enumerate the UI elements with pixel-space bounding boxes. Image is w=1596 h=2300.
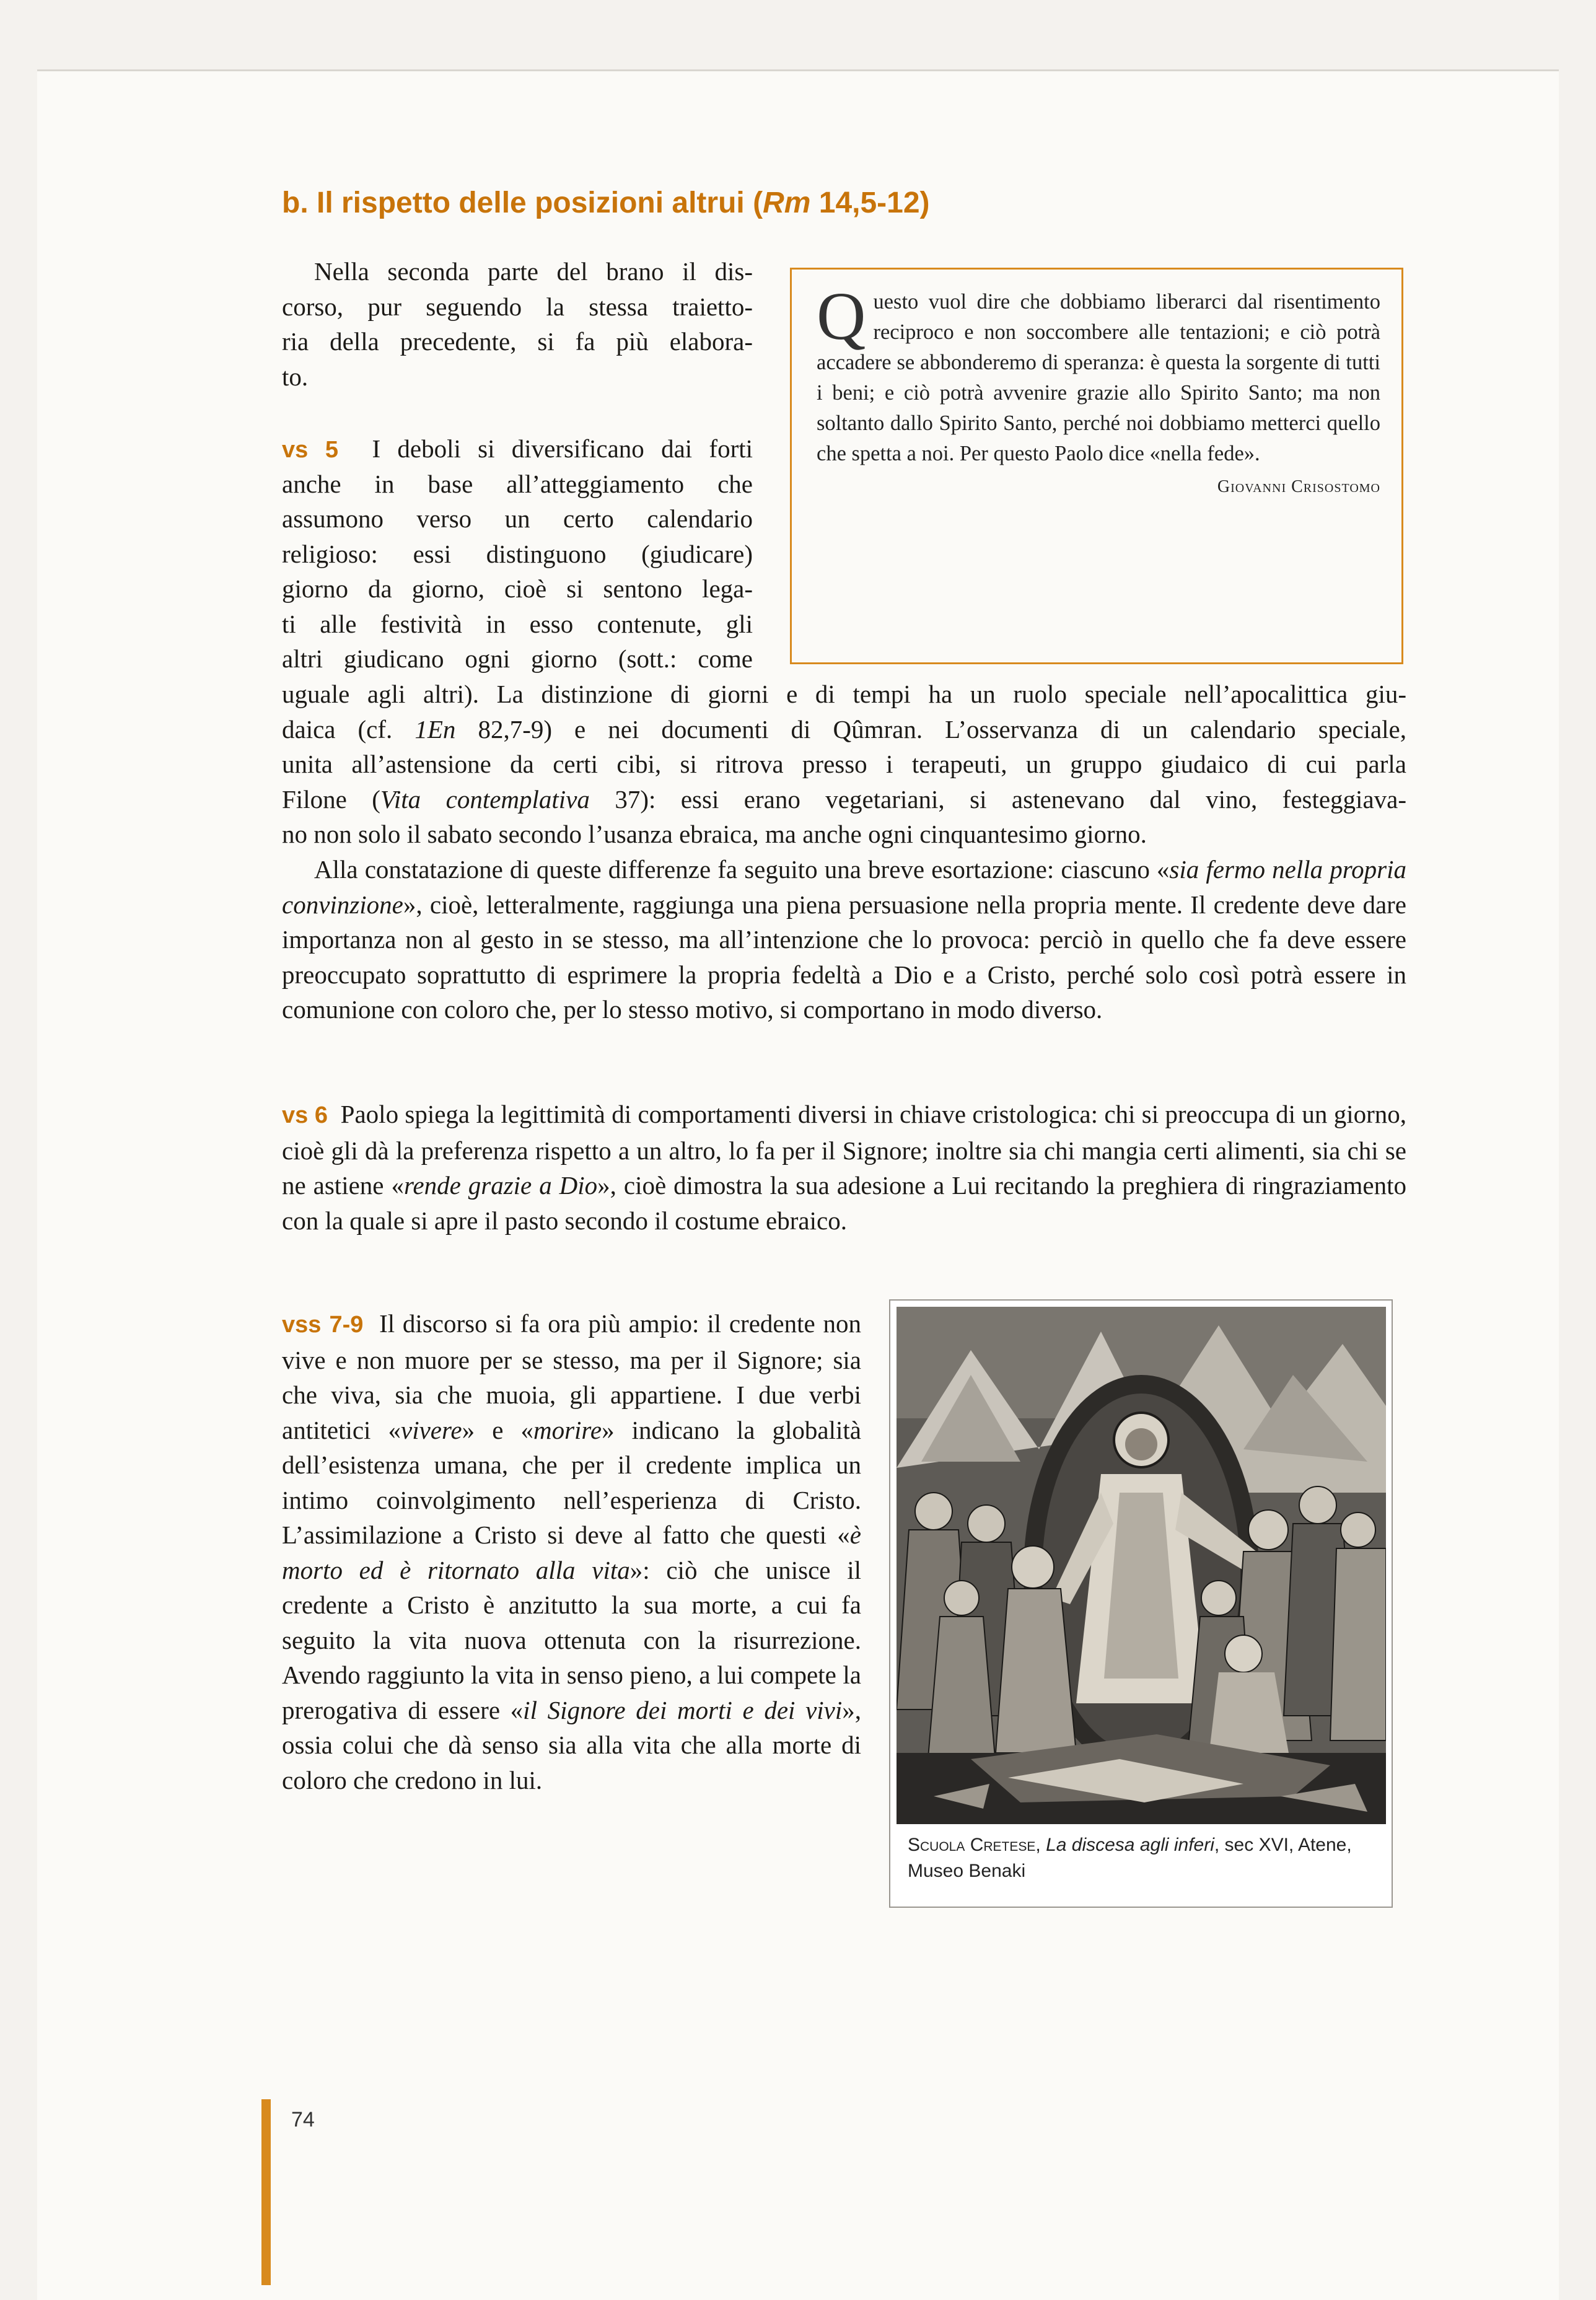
vs5-wide-line-4 [282,782,1406,817]
intro-line-4: to. [282,362,309,391]
caption-title: La discesa agli inferi [1046,1835,1214,1855]
vss79-t5: », ossia colui che dà senso sia alla vita che alla morte di coloro che credono in lui. [282,1695,861,1794]
vs5-wide-line-2 [282,712,1406,747]
vs5-cf: daica (cf. [282,714,415,744]
quote-text: uesto vuol dire che dobbiamo liberarci dal risentimento reciproco e non soccombere alle tentazioni; e ciò potrà accadere se abbonderemo di speranza: è questa la sorgente di tutti i beni; e ciò potrà avvenire grazie allo Spirito Santo; ma non soltanto dallo Spirito Santo, perché noi dobbiamo metterci quello che spetta a noi. Per questo Paolo dice «nella fede». [817,290,1380,465]
caption-rest: , sec XVI, Atene, Museo Benaki [908,1835,1352,1881]
quote-dropcap: Q [817,278,866,354]
intro-line-2: corso, pur seguendo la stessa traietto- [282,292,753,321]
vs6-italic: rende grazie a Dio [403,1171,598,1200]
vs5-paragraph-2 [282,852,1406,1027]
para2-a: Alla constatazione di queste differenze fa seguito una breve esortazione: ciascuno « [314,855,1170,884]
vs5-line-2: anche in base all’atteggiamento che [282,469,753,498]
para2-b: », cioè, letteralmente, raggiunga una piena persuasione nella propria mente. Il credente deve dare importanza non al gesto in se stesso, ma all’intenzione che lo provoca: perciò in quello che fa deve essere preoccupato soprattutto di esprimere la propria fedeltà a Dio e a Cristo, perché solo così potrà essere in comunione con coloro che, per lo stesso motivo, si comportano in modo diverso. [282,890,1406,1024]
vs5-wide [282,677,1406,852]
vss79-i3: è morto ed è ritornato alla vita [282,1521,861,1584]
vs5-wide-line-5: no non solo il sabato secondo l’usanza ebraica, ma anche ogni cinquantesimo giorno. [282,820,1147,848]
vs5-label: vs 5 [282,437,338,463]
quote-author: Giovanni Crisostomo [1217,477,1380,496]
icon-painting [897,1307,1386,1824]
section-title [282,186,930,220]
vss79-i2: morire [533,1415,602,1444]
vs5-filone: Filone ( [282,784,380,814]
vss79-t4: »: ciò che unisce il credente a Cristo è anzitutto la sua morte, a cui fa seguito la vita nuova ottenuta con la risurrezione. Avendo raggiunto la vita in senso pieno, a lui compete la prerogativa di essere « [282,1555,861,1724]
vss79-paragraph [282,1306,861,1797]
vss79-i1: vivere [401,1415,462,1444]
vss79-t3: » indicano la globalità dell’esistenza umana, che per il credente implica un intimo coinvolgimento nell’esperienza di Cristo. L’assimilazione a Cristo si deve al fatto che questi « [282,1415,861,1549]
caption-school: Scuola Cretese [908,1835,1036,1855]
quote-box [790,268,1403,664]
vs5-line-4: religioso: essi distinguono (giudicare) [282,539,753,568]
vs5-wide-line-1: uguale agli altri). La distinzione di giorni e di tempi ha un ruolo speciale nell’apocalittica giu- [282,680,1406,708]
vs5-line-1 [282,431,753,467]
page-number: 74 [291,2108,315,2131]
title-prefix: b. Il rispetto delle posizioni altrui ( [282,187,763,219]
vs5-narrow [282,431,753,677]
top-rule [37,69,1559,71]
intro-paragraph [282,254,753,394]
para2-italic: sia fermo nella propria convinzione [282,855,1406,919]
intro-line-3: ria della precedente, si fa più elabora- [282,327,753,356]
vss79-i4: il Signore dei morti e dei vivi [523,1695,843,1724]
vs5-wide-line-3: unita all’astensione da certi cibi, si ritrova presso i terapeuti, un gruppo giudaico di cui parla [282,750,1406,778]
vs6-text-b: », cioè dimostra la sua adesione a Lui recitando la preghiera di ringraziamento con la quale si apre il pasto secondo il costume ebraico. [282,1171,1406,1235]
vs5-qumran: 82,7-9) e nei documenti di Qûmran. L’osservanza di un calendario speciale, [455,714,1406,744]
vs6-text-a: Paolo spiega la legittimità di comportamenti diversi in chiave cristologica: chi si preoccupa di un giorno, cioè gli dà la preferenza rispetto a un altro, lo fa per il Signore; inoltre sia chi mangia certi alimenti, sia chi se ne astiene « [282,1100,1406,1200]
figure-caption [908,1832,1379,1884]
page-bar [261,2099,271,2285]
vss79-t2: » e « [462,1415,533,1444]
vs5-line-1-text: I deboli si diversificano dai forti [372,434,753,463]
intro-line-1: Nella seconda parte del brano il dis- [314,257,753,286]
vs6-label: vs 6 [282,1102,328,1128]
title-ref: Rm [763,187,811,219]
vs5-line-3: assumono verso un certo calendario [282,504,753,533]
vs5-vegetariani: 37): essi erano vegetariani, si astenevano dal vino, festeggiava- [589,784,1406,814]
caption-sep: , [1035,1835,1046,1855]
vs5-vita: Vita contemplativa [380,784,590,814]
figure-descent-into-hell [889,1299,1393,1908]
vss79-t1: Il discorso si fa ora più ampio: il credente non vive e non muore per se stesso, ma per il Signore; sia che viva, sia che muoia, gli appartiene. I due verbi antitetici « [282,1309,861,1444]
vs5-line-5: giorno da giorno, cioè si sentono lega- [282,574,753,603]
vs5-1en: 1En [414,714,456,744]
vs5-line-6: ti alle festività in esso contenute, gli [282,609,753,638]
vs6-paragraph [282,1097,1406,1238]
vs5-line-7: altri giudicano ogni giorno (sott.: come [282,644,753,673]
vss79-label: vss 7-9 [282,1312,364,1338]
title-suffix: 14,5-12) [810,187,930,219]
